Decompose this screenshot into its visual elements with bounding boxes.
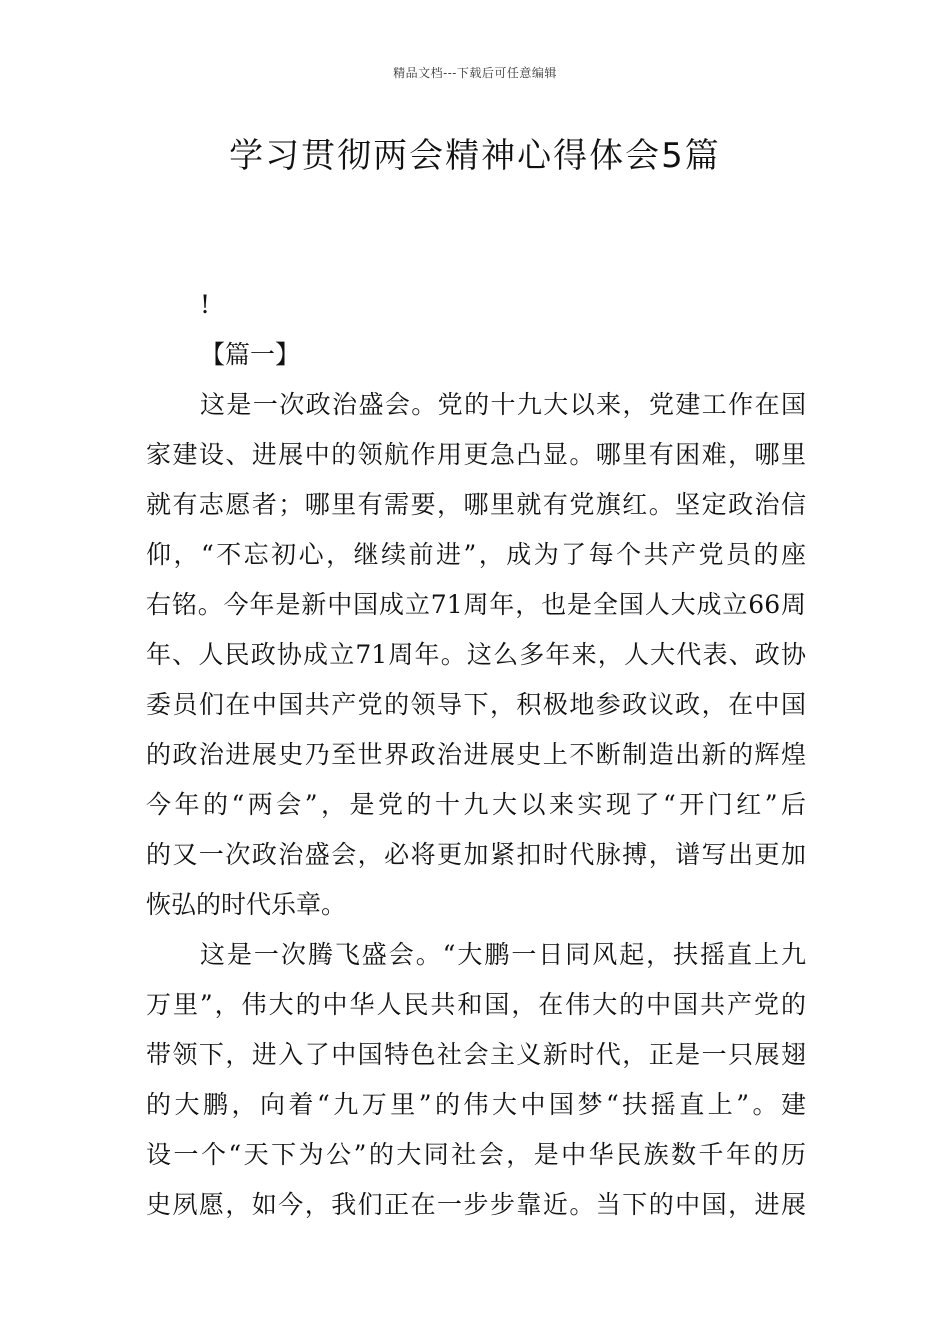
document-body — [146, 280, 806, 1230]
document-title: 学习贯彻两会精神心得体会5篇 — [229, 136, 721, 176]
paragraph-line: 这是一次腾飞盛会。“大鹏一日同风起，扶摇直上九 — [200, 940, 806, 969]
paragraph-line: 的又一次政治盛会，必将更加紧扣时代脉搏，谱写出更加 — [146, 840, 806, 869]
paragraph-line: 右铭。今年是新中国成立71周年，也是全国人大成立66周 — [146, 590, 806, 619]
paragraph-2 — [146, 930, 806, 1230]
paragraph-line: 家建设、进展中的领航作用更急凸显。哪里有困难，哪里 — [146, 440, 806, 469]
paragraph-line: 史夙愿，如今，我们正在一步步靠近。当下的中国，进展 — [146, 1190, 806, 1219]
paragraph-line: 今年的“两会”，是党的十九大以来实现了“开门红”后 — [146, 790, 806, 819]
paragraph-line: 恢弘的时代乐章。 — [146, 890, 347, 919]
paragraph-line: 仰，“不忘初心，继续前进”，成为了每个共产党员的座 — [146, 540, 806, 569]
header-note: 精品文档---下载后可任意编辑 — [393, 66, 557, 80]
paragraph-line: 的大鹏，向着“九万里”的伟大中国梦“扶摇直上”。建 — [146, 1090, 806, 1119]
paragraph-line: 这是一次政治盛会。党的十九大以来，党建工作在国 — [200, 390, 806, 419]
section-label: 【篇一】 — [200, 340, 301, 369]
exclaim-line: ! — [200, 290, 211, 319]
paragraph-line: 带领下，进入了中国特色社会主义新时代，正是一只展翅 — [146, 1040, 806, 1069]
paragraph-line: 就有志愿者；哪里有需要，哪里就有党旗红。坚定政治信 — [146, 490, 806, 519]
paragraph-line: 万里”，伟大的中华人民共和国，在伟大的中国共产党的 — [146, 990, 806, 1019]
paragraph-line: 的政治进展史乃至世界政治进展史上不断制造出新的辉煌 — [146, 740, 806, 769]
paragraph-line: 设一个“天下为公”的大同社会，是中华民族数千年的历 — [146, 1140, 806, 1169]
paragraph-1 — [146, 380, 806, 930]
paragraph-line: 委员们在中国共产党的领导下，积极地参政议政，在中国 — [146, 690, 806, 719]
paragraph-line: 年、人民政协成立71周年。这么多年来，人大代表、政协 — [146, 640, 806, 669]
